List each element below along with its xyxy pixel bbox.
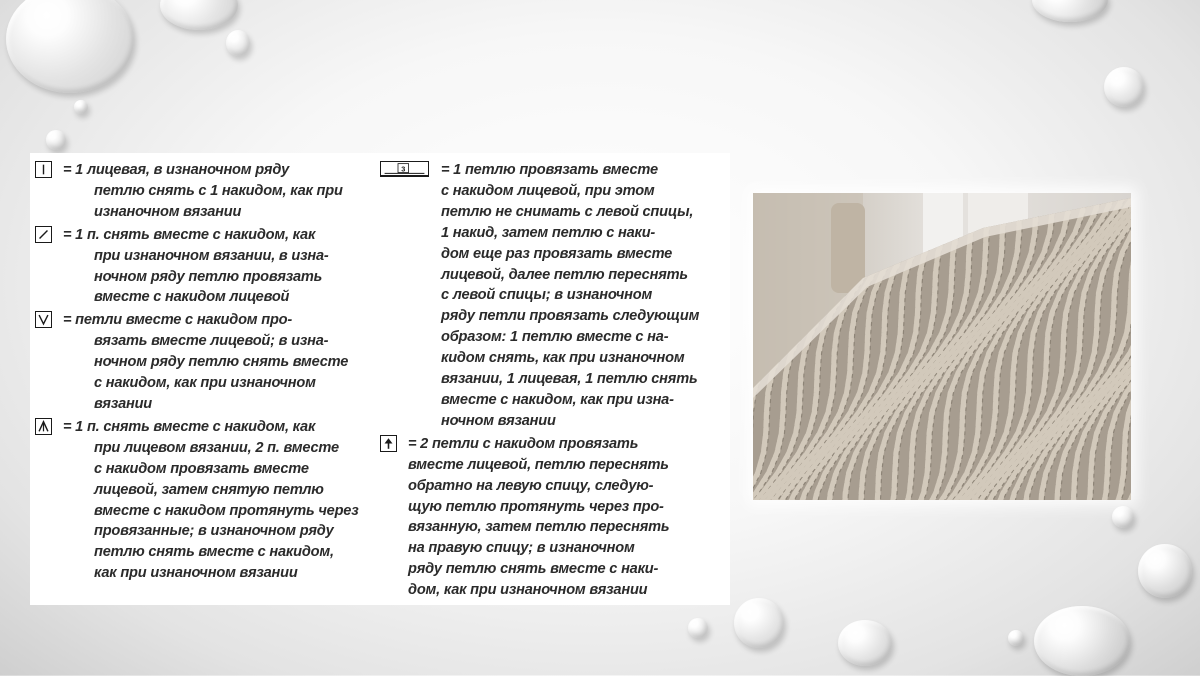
legend-text: = петли вместе с накидом про- вязать вместе лицевой; в изна- ночном ряду петлю снять вместе с накидом, как при изнаночном вязании — [63, 312, 349, 412]
water-drop-decoration — [74, 100, 88, 114]
stitch-legend-panel — [30, 153, 730, 605]
water-drop-decoration — [1034, 606, 1130, 676]
water-drop-decoration — [1112, 506, 1134, 528]
legend-entry-pass-over — [380, 434, 725, 601]
v-icon — [35, 311, 52, 328]
water-drop-decoration — [226, 30, 250, 56]
water-drop-decoration — [734, 598, 784, 648]
legend-entry-slip — [35, 225, 375, 309]
water-drop-decoration — [838, 620, 892, 666]
water-drop-decoration — [6, 0, 134, 93]
water-drop-decoration — [1138, 544, 1192, 598]
arrow-up-icon — [380, 435, 397, 452]
legend-entry-knit-together — [35, 310, 375, 415]
water-drop-decoration — [1032, 0, 1108, 22]
vertical-bar-icon — [35, 161, 52, 178]
water-drop-decoration — [688, 618, 708, 638]
bracket-3-icon — [380, 161, 429, 177]
water-drop-decoration — [1104, 67, 1144, 107]
knitted-sweater-photo — [753, 193, 1131, 500]
legend-entry-decrease — [35, 417, 375, 584]
slash-icon — [35, 226, 52, 243]
legend-text: = 1 п. снять вместе с накидом, как при изнаночном вязании, в изна- ночном ряду петлю провязать вместе с накидом лицевой — [63, 226, 329, 306]
water-drop-decoration — [1008, 630, 1024, 646]
legend-right-column — [380, 160, 725, 603]
legend-text: = 2 петли с накидом провязать вместе лицевой, петлю переснять обратно на левую спицу, следую- щую петлю протянуть через про- вязанную, затем петлю переснять на правую спицу; в изнаночном ряду петлю снять вместе с наки- дом, как при изнаночном вязании — [408, 435, 670, 599]
legend-entry-knit — [35, 160, 375, 223]
legend-text: = 1 п. снять вместе с накидом, как при лицевом вязании, 2 п. вместе с накидом провязать вместе лицевой, затем снятую петлю вместе с накидом протянуть через провязанные; в изнаночном ряду петлю снять вместе с накидом, как при изнаночном вязании — [63, 418, 359, 582]
water-drop-decoration — [46, 130, 66, 150]
legend-text: = 1 петлю провязать вместе с накидом лицевой, при этом петлю не снимать с левой спицы, 1 накид, затем петлю с наки- дом еще раз провязать вместе лицевой, далее петлю переснять с левой спицы; в изнаночном ряду петли провязать следующим образом: 1 петлю вместе с на- кидом снять, как при изнаночном вязании, 1 лицевая, 1 петлю снять вместе с накидом, как при изна- ночном вязании — [441, 162, 700, 429]
lambda-icon — [35, 418, 52, 435]
water-drop-decoration — [160, 0, 238, 30]
bracket-3-label: 3 — [401, 164, 406, 174]
legend-entry-increase-3 — [380, 160, 725, 432]
legend-left-column — [35, 160, 375, 586]
legend-text: = 1 лицевая, в изнаночном ряду петлю снять с 1 накидом, как при изнаночном вязании — [63, 162, 343, 220]
